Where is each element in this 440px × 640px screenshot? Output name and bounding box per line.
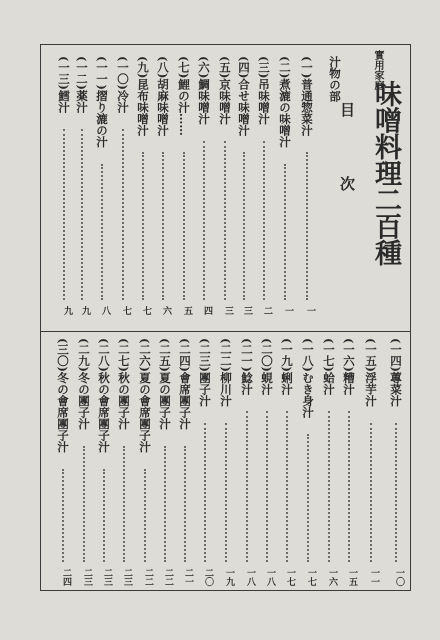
toc-entry-label: (二〇)蜆汁 xyxy=(260,338,274,395)
toc-entry-label: (三)吊味噌汁 xyxy=(257,56,271,125)
leader-dots xyxy=(328,411,332,562)
leader-dots xyxy=(184,446,188,563)
toc-entry-label: (八)胡麻味噌汁 xyxy=(156,56,170,136)
toc-entry-label: (一四)蓴菜汁 xyxy=(389,338,403,407)
toc-page-number: 一七 xyxy=(285,568,295,586)
toc-page-number: 一七 xyxy=(306,568,316,586)
toc-entry-label: (二八)秋の會席團子汁 xyxy=(97,338,111,453)
toc-entry-label: (九)昆布味噌汁 xyxy=(136,56,150,136)
toc-entry-label: (二四)會席團子汁 xyxy=(178,338,192,430)
leader-dots xyxy=(266,411,270,562)
toc-page-number: 一八 xyxy=(245,568,255,586)
leader-dots xyxy=(348,411,352,562)
toc-entry-label: (一六)糟汁 xyxy=(342,338,356,395)
leader-dots xyxy=(306,152,310,300)
toc-heading: 目 次 xyxy=(338,102,356,213)
toc-entry-label: (一五)浮芋汁 xyxy=(364,338,378,407)
toc-entry-label: (二五)夏の團子汁 xyxy=(158,338,172,430)
leader-dots xyxy=(144,469,148,563)
leader-dots xyxy=(183,152,187,300)
toc-entry-label: (一三)鱈汁 xyxy=(57,56,71,113)
toc-page-number: 一 xyxy=(305,306,315,315)
section-divider xyxy=(40,331,411,332)
toc-page-number: 一八 xyxy=(265,568,275,586)
toc-page-number: 二一 xyxy=(183,568,193,586)
leader-dots xyxy=(246,411,250,562)
toc-entry-label: (一二)薬汁 xyxy=(75,56,89,113)
leader-dots xyxy=(370,423,374,563)
toc-page-number: 八 xyxy=(100,306,110,315)
toc-page-number: 三 xyxy=(223,306,233,315)
toc-entry-label: (二三)團子汁 xyxy=(198,338,212,407)
toc-page-number: 一 xyxy=(283,306,293,315)
leader-dots xyxy=(101,164,105,301)
toc-entry-label: (二一)鯰汁 xyxy=(240,338,254,395)
toc-page-number: 七 xyxy=(141,306,151,315)
toc-page-number: 四 xyxy=(202,306,212,315)
toc-page-number: 一一 xyxy=(369,568,379,586)
toc-entry-label: (二二)柳川汁 xyxy=(219,338,233,407)
leader-dots xyxy=(123,446,127,563)
toc-entry-label: (五)京味噌汁 xyxy=(218,56,232,125)
toc-page-number: 二 xyxy=(262,306,272,315)
toc-entry-label: (一一)摺り漉の汁 xyxy=(95,56,109,148)
toc-entry-label: (六)鯛味噌汁 xyxy=(197,56,211,125)
toc-entry-label: (二)煮漉の味噌汁 xyxy=(278,56,292,148)
toc-page-number: 七 xyxy=(121,306,131,315)
toc-page-number: 一九 xyxy=(224,568,234,586)
leader-dots xyxy=(103,469,107,563)
toc-entry-label: (二七)秋の團子汁 xyxy=(117,338,131,430)
toc-page-number: 二三 xyxy=(82,568,92,586)
toc-entry-label: (一七)蛤汁 xyxy=(322,338,336,395)
toc-entry-label: (一)普通惣菜汁 xyxy=(300,56,314,136)
leader-dots xyxy=(63,129,67,300)
toc-page-number: 二三 xyxy=(122,568,132,586)
leader-dots xyxy=(83,446,87,563)
book-subtitle: 實用家庭 xyxy=(372,50,383,90)
toc-page-number: 一五 xyxy=(347,568,357,586)
toc-page-number: 三 xyxy=(242,306,252,315)
book-title: 味噌料理二百種 xyxy=(370,80,401,266)
leader-dots xyxy=(162,152,166,300)
leader-dots xyxy=(203,141,207,301)
leader-dots xyxy=(142,152,146,300)
toc-entry-label: (二九)冬の團子汁 xyxy=(77,338,91,430)
leader-dots xyxy=(286,411,290,562)
toc-page-number: 一〇 xyxy=(394,568,404,586)
leader-dots xyxy=(243,152,247,300)
toc-entry-label: (二六)夏の會席團子汁 xyxy=(138,338,152,453)
toc-entry-label: (一〇)冷汁 xyxy=(116,56,130,113)
toc-page-number: 六 xyxy=(161,306,171,315)
leader-dots xyxy=(204,423,208,563)
toc-entry-label: (七)鯉の汁…… xyxy=(177,56,191,136)
leader-dots xyxy=(284,164,288,301)
toc-entry-label: (三〇)冬の會席團子汁 xyxy=(56,338,70,453)
toc-entry-label: (一九)蜊汁 xyxy=(280,338,294,395)
toc-page-number: 五 xyxy=(182,306,192,315)
toc-entry-label: 汁物の部 xyxy=(328,56,342,102)
leader-dots xyxy=(307,434,311,562)
toc-page-number: 二〇 xyxy=(203,568,213,586)
leader-dots xyxy=(62,469,66,563)
toc-page-number: 九 xyxy=(80,306,90,315)
leader-dots xyxy=(224,141,228,301)
leader-dots xyxy=(164,446,168,563)
toc-page-number: 一六 xyxy=(327,568,337,586)
leader-dots xyxy=(225,423,229,563)
leader-dots xyxy=(122,129,126,300)
toc-page-number: 九 xyxy=(62,306,72,315)
toc-page-number: 二四 xyxy=(61,568,71,586)
toc-page-number: 二二 xyxy=(163,568,173,586)
toc-entry-label: (一八)むき身汁 xyxy=(301,338,315,418)
toc-page-number: 二二 xyxy=(143,568,153,586)
toc-page-number: 二三 xyxy=(102,568,112,586)
toc-entry-label: (四)合せ味噌汁 xyxy=(237,56,251,136)
leader-dots xyxy=(263,141,267,301)
leader-dots xyxy=(395,423,399,563)
leader-dots xyxy=(81,129,85,300)
